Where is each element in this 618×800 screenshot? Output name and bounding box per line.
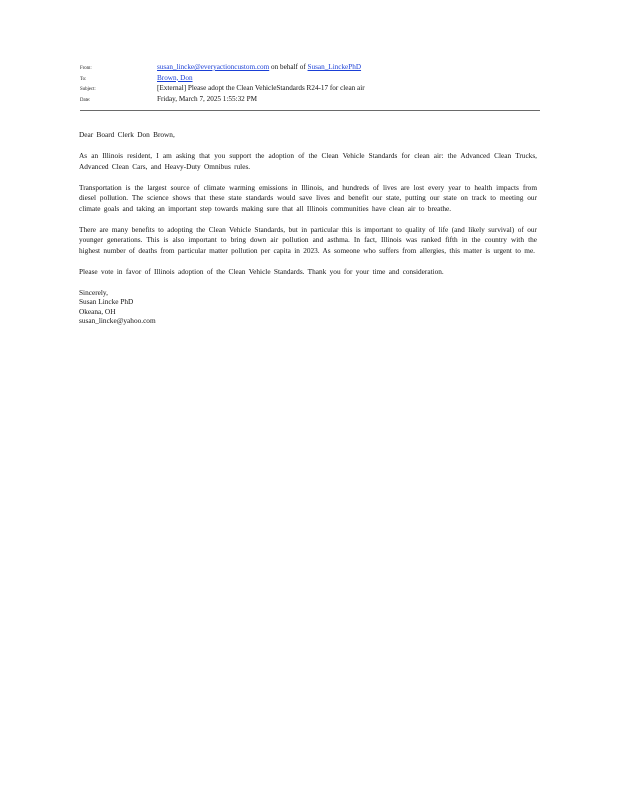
signature-email: susan_lincke@yahoo.com [79,316,156,325]
paragraph-4: Please vote in favor of Illinois adoption of the Clean Vehicle Standards. Thank you for your time and consideration. [79,266,444,276]
to-row [80,73,540,84]
recipient-link[interactable]: Brown, Don [157,73,193,82]
paragraph-2: Transportation is the largest source of climate warming emissions in Illinois, and hundreds of lives are lost every year to health impacts from diesel pollution. The science shows that these state standards would save lives and benefit our state, putting our state on track to meeting our climate goals and taking an important step towards making sure that all Illinois communities have clean air to breathe. [79,182,537,213]
paragraph-1: As an Illinois resident, I am asking that you support the adoption of the Clean Vehicle Standards for clean air: the Advanced Clean Trucks, Advanced Clean Cars, and Heavy-Duty Omnibus rules. [79,151,537,171]
signature-name: Susan Lincke PhD [79,297,134,306]
greeting: Dear Board Clerk Don Brown, [79,130,175,139]
from-row [80,62,540,73]
email-body [79,130,537,326]
signature-closing: Sincerely, [79,287,108,297]
subject-row [80,83,540,94]
signature-block [79,288,537,326]
email-header [80,62,540,104]
date-value: Friday, March 7, 2025 1:55:32 PM [157,94,257,103]
subject-label: Subject: [80,87,96,92]
date-label: Date: [80,97,91,103]
to-label: To: [80,76,87,82]
sender-name-link[interactable]: Susan_LinckePhD [307,63,362,71]
on-behalf-text: on behalf of [271,63,306,71]
from-label: From: [80,66,92,71]
header-divider [80,110,540,111]
from-value [157,62,361,73]
subject-value: [External] Please adopt the Clean VehicleStandards R24-17 for clean air [157,84,365,92]
paragraph-3: There are many benefits to adopting the Clean Vehicle Standards, but in particular this is important to quality of life (and likely survival) of our younger generations. This is also important to bring down air pollution and asthma. In fact, Illinois was ranked fifth in the country with the highest number of deaths from particular matter pollution per capita in 2023. As someone who suffers from allergies, this matter is urgent to me. [79,224,537,255]
date-row [80,94,540,105]
signature-location: Okeana, OH [79,306,116,316]
sender-email-link[interactable]: susan_lincke@everyactioncustom.com [157,63,270,71]
